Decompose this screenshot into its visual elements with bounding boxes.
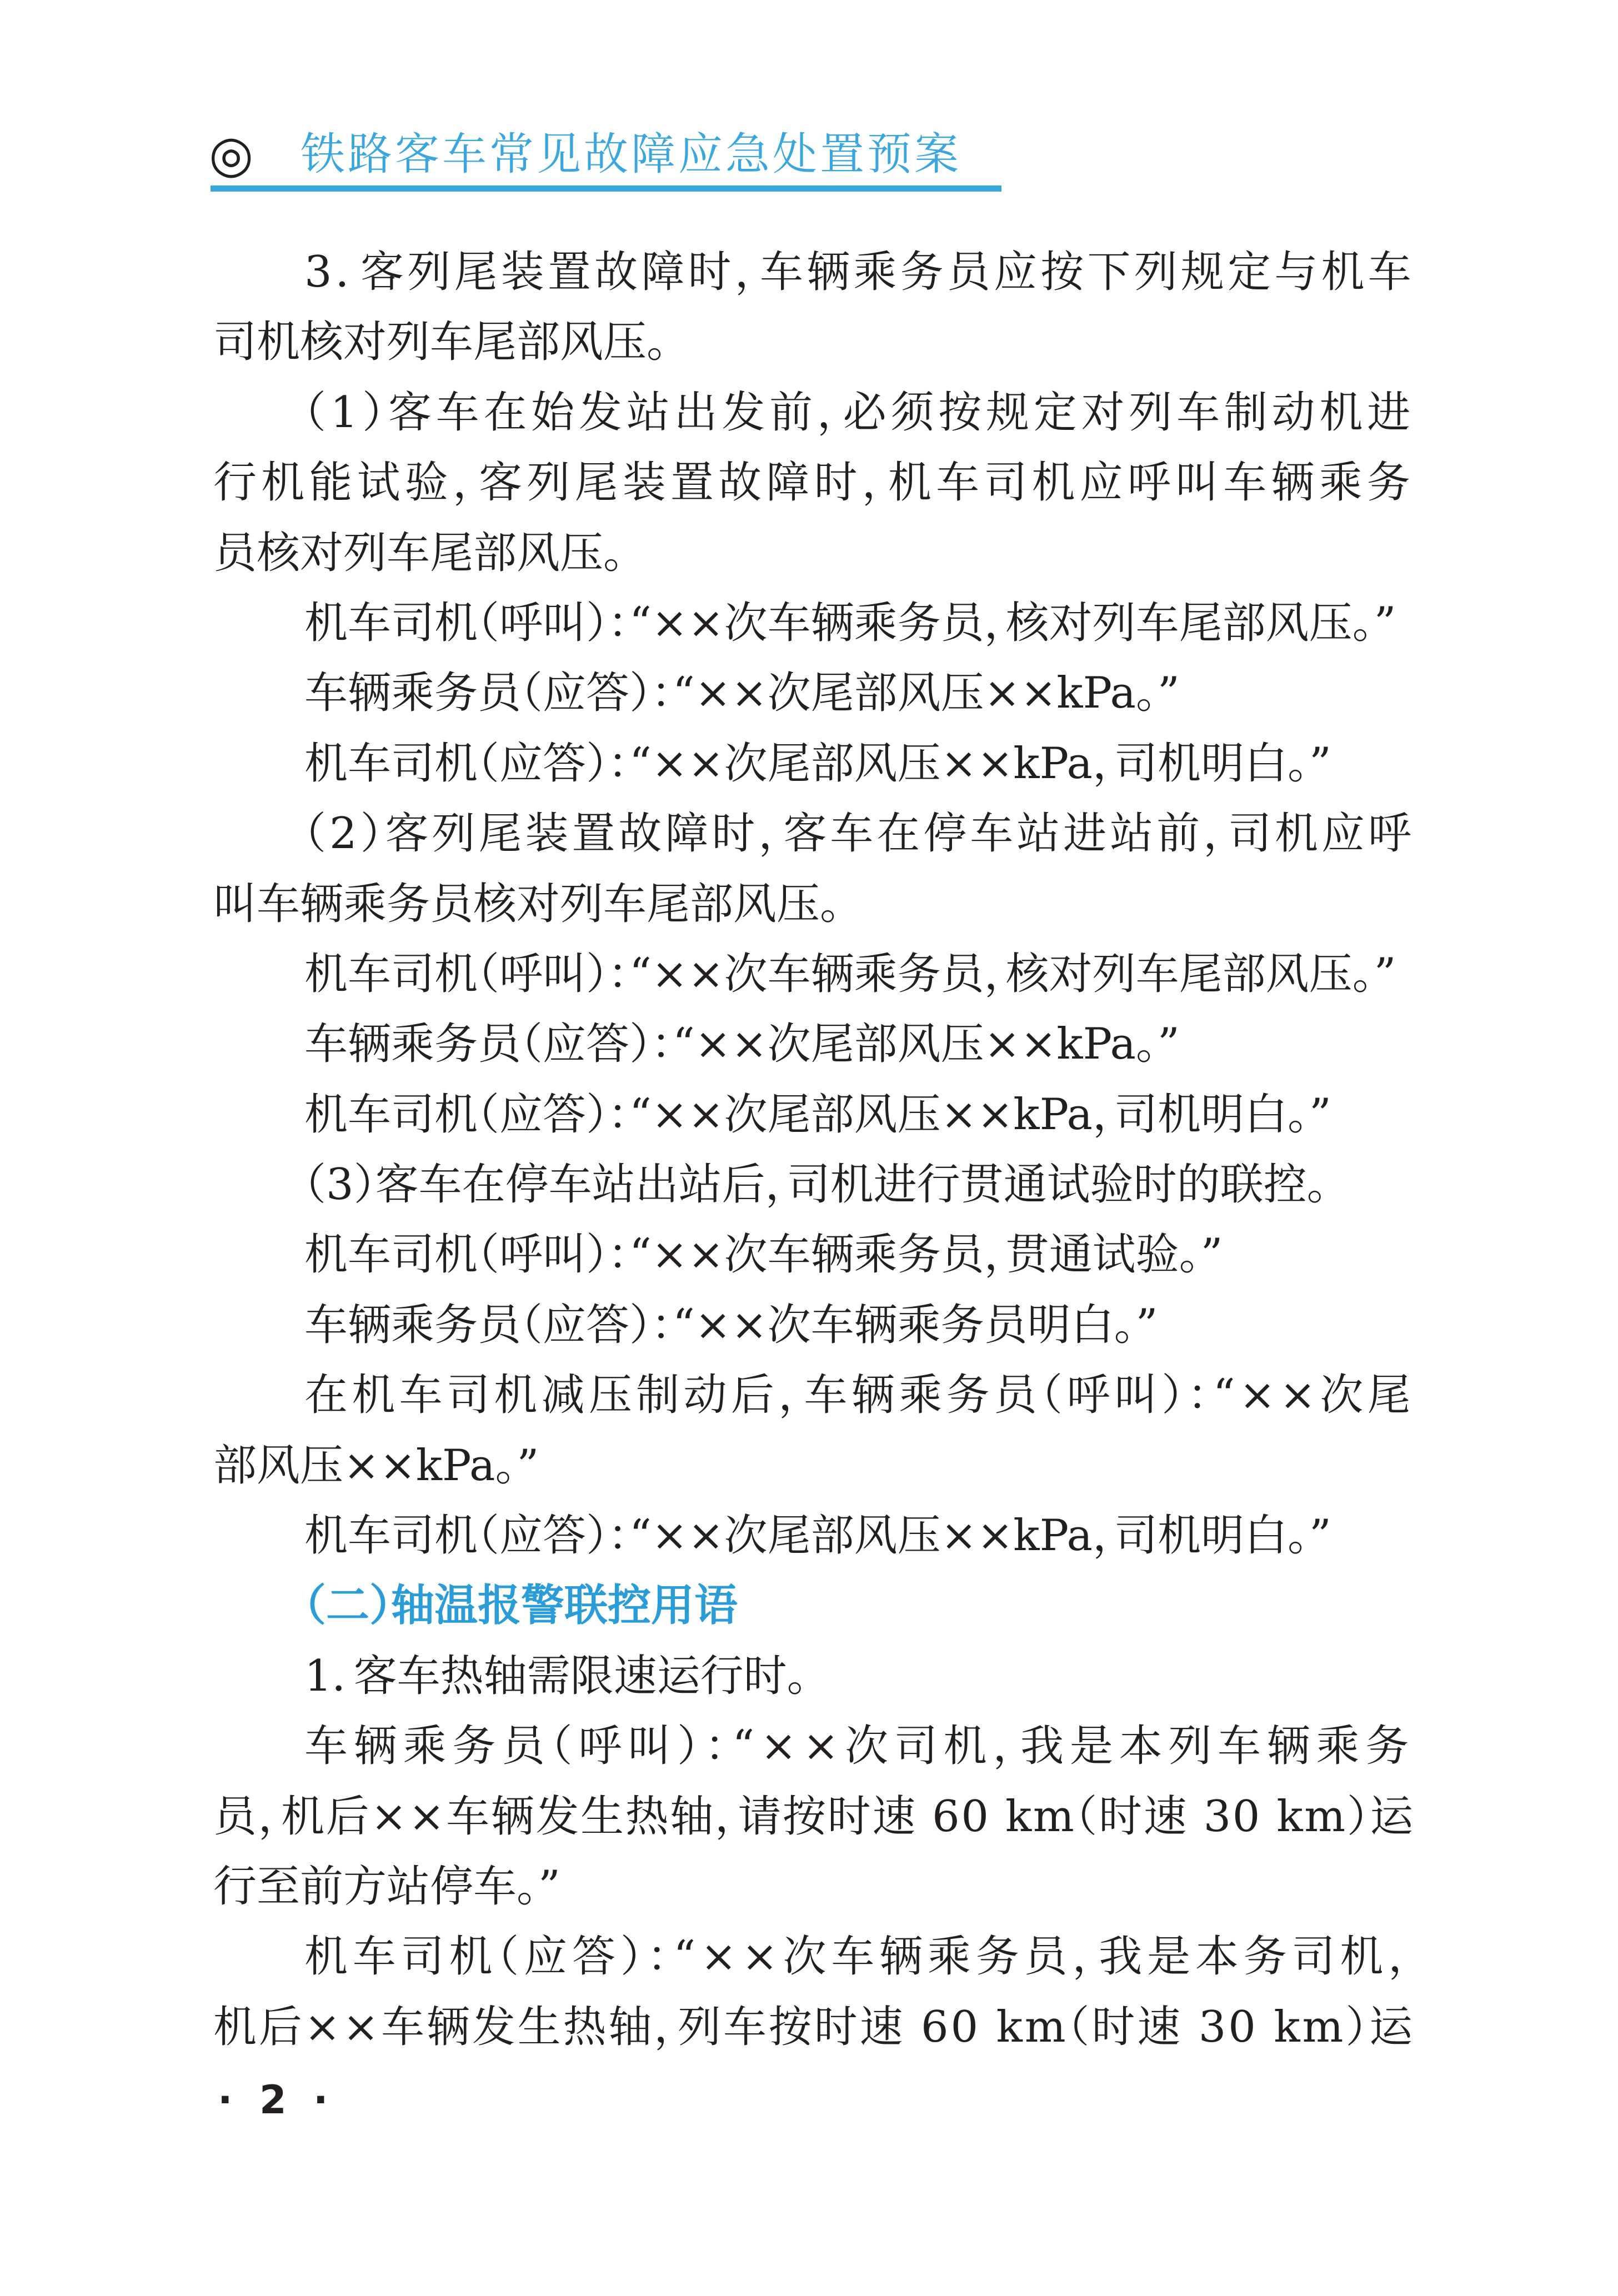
text-line: 机车司机（呼叫）：“××次车辆乘务员，核对列车尾部风压。” <box>304 598 1396 648</box>
paragraph <box>213 378 1415 588</box>
paragraph <box>213 237 1415 378</box>
paragraph <box>213 799 1415 939</box>
paragraph <box>213 1641 1415 1711</box>
text-line: 机后××车辆发生热轴，列车按时速 60 km（时速 30 km）运 <box>213 2002 1415 2052</box>
dialogue-paragraph <box>213 1922 1415 2062</box>
text-line: 行至前方站停车。” <box>213 1861 560 1912</box>
dialogue-paragraph <box>213 1080 1415 1150</box>
text-line: 车辆乘务员（应答）：“××次尾部风压××kPa。” <box>304 1019 1180 1070</box>
text-line: （2）客列尾装置故障时，客车在停车站进站前，司机应呼 <box>304 809 1415 859</box>
dialogue-paragraph <box>213 1360 1415 1501</box>
text-line: （1）客车在始发站出发前，必须按规定对列车制动机进 <box>304 387 1415 438</box>
text-line: 车辆乘务员（应答）：“××次车辆乘务员明白。” <box>304 1300 1158 1350</box>
section-heading: （二）轴温报警联控用语 <box>304 1581 738 1631</box>
dialogue-paragraph <box>213 1290 1415 1360</box>
dialogue-paragraph <box>213 1220 1415 1290</box>
running-header-title: 铁路客车常见故障应急处置预案 <box>300 128 961 180</box>
text-line: 机车司机（应答）：“××次尾部风压××kPa，司机明白。” <box>304 1089 1331 1140</box>
text-line: 机车司机（应答）：“××次尾部风压××kPa，司机明白。” <box>304 1511 1331 1561</box>
dialogue-paragraph <box>213 939 1415 1009</box>
text-line: 司机核对列车尾部风压。 <box>213 317 669 368</box>
paragraph <box>213 1150 1415 1220</box>
text-line: 行机能试验，客列尾装置故障时，机车司机应呼叫车辆乘务 <box>213 458 1415 508</box>
text-line: 叫车辆乘务员核对列车尾部风压。 <box>213 879 842 929</box>
text-line: 1．客车热轴需限速运行时。 <box>304 1651 809 1701</box>
dialogue-paragraph <box>213 658 1415 728</box>
dialogue-paragraph <box>213 1711 1415 1922</box>
text-line: 机车司机（应答）：“××次车辆乘务员，我是本务司机， <box>304 1932 1415 1982</box>
text-line: 员核对列车尾部风压。 <box>213 528 625 578</box>
dialogue-paragraph <box>213 1009 1415 1079</box>
text-line: 机车司机（呼叫）：“××次车辆乘务员，核对列车尾部风压。” <box>304 949 1396 999</box>
dialogue-paragraph <box>213 588 1415 658</box>
page-number: · 2 · <box>218 2077 335 2123</box>
text-line: 3．客列尾装置故障时，车辆乘务员应按下列规定与机车 <box>304 247 1415 297</box>
text-line: 在机车司机减压制动后，车辆乘务员（呼叫）：“××次尾 <box>304 1370 1415 1421</box>
text-line: 机车司机（应答）：“××次尾部风压××kPa，司机明白。” <box>304 738 1331 789</box>
text-line: 车辆乘务员（呼叫）：“××次司机，我是本列车辆乘务 <box>304 1721 1415 1772</box>
text-line: 员，机后××车辆发生热轴，请按时速 60 km（时速 30 km）运 <box>213 1791 1415 1842</box>
text-line: 车辆乘务员（应答）：“××次尾部风压××kPa。” <box>304 668 1180 719</box>
header-bullseye-icon: ◎ <box>209 124 254 184</box>
text-line: 部风压××kPa。” <box>213 1440 539 1491</box>
text-line: 机车司机（呼叫）：“××次车辆乘务员，贯通试验。” <box>304 1230 1223 1280</box>
dialogue-paragraph <box>213 1501 1415 1571</box>
header-rule <box>211 186 1001 192</box>
body-text <box>213 237 1415 2062</box>
dialogue-paragraph <box>213 729 1415 799</box>
text-line: （3）客车在停车站出站后，司机进行贯通试验时的联控。 <box>304 1160 1329 1210</box>
